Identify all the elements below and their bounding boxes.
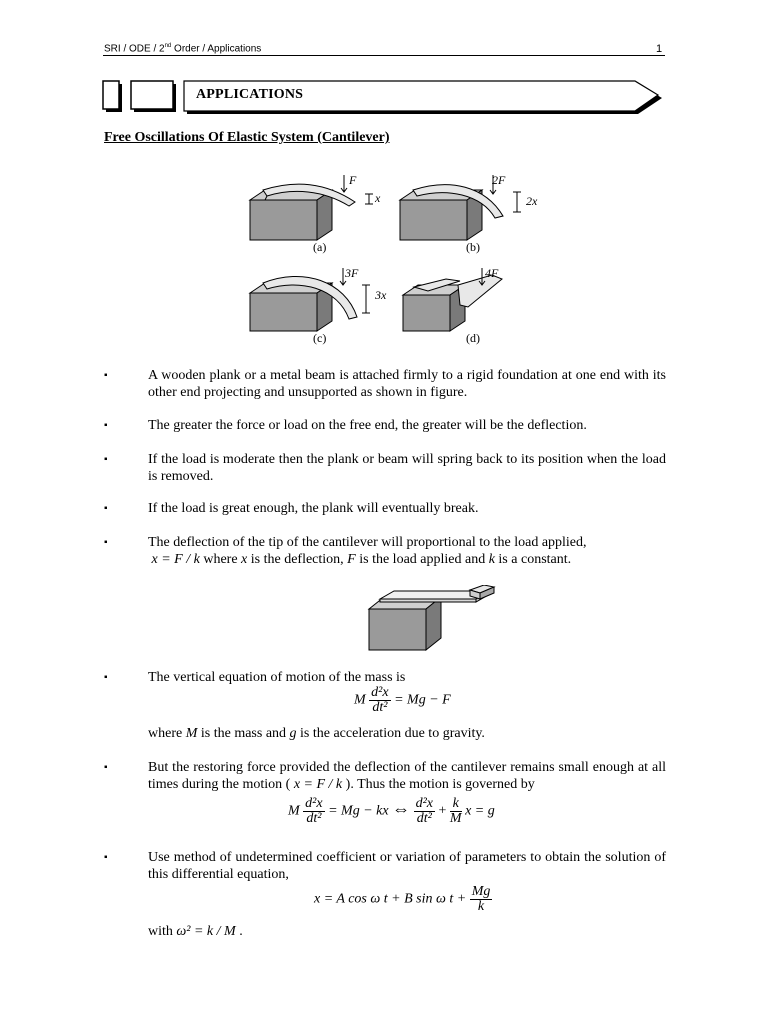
- caption-a: (a): [313, 240, 327, 254]
- equation-governing: M $\frac{\text{d²x}}{\text{dt²}}$ = Mg − kx ⇔ $\frac{\text{d²x}}{\text{dt²}}$ + $\frac{k}{M}$ x = g: [288, 796, 495, 826]
- bullet-text-5: The deflection of the tip of the cantilever will proportional to the load applied, x = F / k where x is the deflection, F is the load applied and k is a constant.: [148, 535, 587, 567]
- bullet-marker: ▪: [104, 454, 108, 465]
- bullet-text-3: If the load is moderate then the plank or beam will spring back to its position when the load is removed.: [148, 452, 666, 484]
- force-label-d: 4F: [485, 266, 499, 280]
- bullet-marker: ▪: [104, 762, 108, 773]
- equation-explanation: where M is the mass and g is the acceleration due to gravity.: [148, 726, 485, 741]
- bullet-text-2: The greater the force or load on the free end, the greater will be the deflection.: [148, 418, 587, 433]
- caption-b: (b): [466, 240, 480, 254]
- bullet-marker: ▪: [104, 852, 108, 863]
- header-rule: [103, 55, 665, 56]
- force-label-b: 2F: [492, 173, 506, 187]
- omega-definition: with ω² = k / M .: [148, 924, 243, 939]
- cantilever-figure-b: [395, 172, 545, 247]
- force-label-c: 3F: [345, 266, 359, 280]
- cantilever-figure-d: [398, 265, 528, 335]
- caption-d: (d): [466, 331, 480, 345]
- bullet-text-6: The vertical equation of motion of the mass is: [148, 670, 406, 685]
- bullet-text-4: If the load is great enough, the plank will eventually break.: [148, 501, 479, 516]
- equation-solution: x = A cos ω t + B sin ω t + $\frac{Mg}{k}$: [314, 884, 491, 914]
- bullet-text-7: But the restoring force provided the deflection of the cantilever remains small enough at all times during the motion ( x = F / k ). Thus the motion is governed by: [148, 760, 666, 792]
- caption-c: (c): [313, 331, 327, 345]
- deflection-label-b: 2x: [526, 194, 538, 208]
- bullet-text-1: A wooden plank or a metal beam is attached firmly to a rigid foundation at one end with its other end projecting and unsupported as shown in figure.: [148, 368, 666, 400]
- bullet-marker: ▪: [104, 420, 108, 431]
- bullet-marker: ▪: [104, 503, 108, 514]
- deflection-label-a: x: [375, 191, 381, 205]
- bullet-text-8: Use method of undetermined coefficient or variation of parameters to obtain the solution of this differential equation,: [148, 850, 666, 882]
- bullet-marker: ▪: [104, 672, 108, 683]
- equation-motion: M $\frac{\text{d²x}}{\text{dt²}}$ = Mg − F: [354, 685, 451, 715]
- bullet-marker: ▪: [104, 370, 108, 381]
- banner-title: APPLICATIONS: [196, 87, 304, 102]
- cantilever-with-mass-figure: [366, 585, 498, 653]
- applications-banner: [100, 78, 665, 118]
- section-title: Free Oscillations Of Elastic System (Cantilever): [104, 130, 390, 145]
- running-header: SRI / ODE / 2nd Order / Applications: [104, 43, 262, 55]
- cantilever-figure-c: [245, 265, 390, 335]
- cantilever-figure-a: [245, 172, 390, 242]
- force-label-a: F: [349, 173, 357, 187]
- bullet-marker: ▪: [104, 537, 108, 548]
- page-number: 1: [656, 43, 663, 55]
- deflection-label-c: 3x: [375, 288, 387, 302]
